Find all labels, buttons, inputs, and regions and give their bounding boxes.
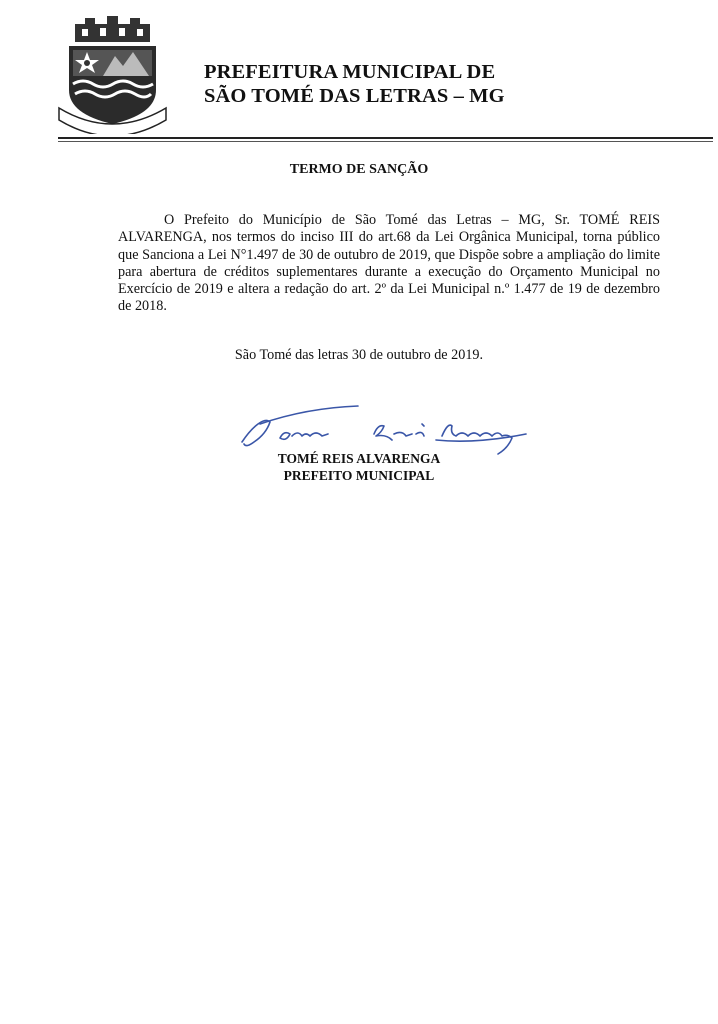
header-title-line-2: SÃO TOMÉ DAS LETRAS – MG [204, 85, 505, 107]
signatory-block [0, 450, 718, 484]
body-paragraph: O Prefeito do Município de São Tomé das Letras – MG, Sr. TOMÉ REIS ALVARENGA, nos termos do inciso III do art.68 da Lei Orgânica Municipal, torna público que Sanciona a Lei N°1.497 de 30 de outubro de 2019, que Dispõe sobre a ampliação do limite para abertura de créditos suplementares durante a execução do Orçamento Municipal no Exercício de 2019 e altera a redação do art. 2º da Lei Municipal n.º 1.477 de 19 de dezembro de 2018. [118, 212, 660, 315]
header-divider-thick [58, 137, 713, 139]
place-and-date: São Tomé das letras 30 de outubro de 2019. [234, 347, 484, 363]
document-body [118, 212, 660, 316]
header-divider-thin [58, 141, 713, 142]
signatory-name: TOMÉ REIS ALVARENGA [277, 451, 441, 466]
municipal-coat-of-arms-icon [55, 12, 170, 134]
document-title: TERMO DE SANÇÃO [289, 162, 429, 177]
municipality-header [204, 60, 505, 108]
signatory-role: PREFEITO MUNICIPAL [283, 468, 435, 483]
header-title-line-1: PREFEITURA MUNICIPAL DE [204, 61, 496, 83]
